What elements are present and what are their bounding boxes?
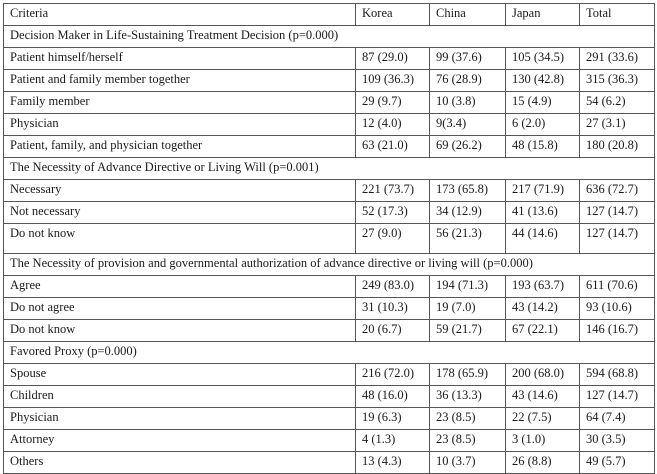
cell-japan: 44 (14.6) bbox=[506, 224, 580, 254]
cell-criteria: Agree bbox=[4, 276, 356, 298]
cell-criteria: Physician bbox=[4, 408, 356, 430]
cell-china: 34 (12.9) bbox=[430, 202, 506, 224]
cell-criteria: Necessary bbox=[4, 180, 356, 202]
cell-china: 178 (65.9) bbox=[430, 364, 506, 386]
cell-china: 10 (3.7) bbox=[430, 452, 506, 474]
cell-japan: 217 (71.9) bbox=[506, 180, 580, 202]
header-total: Total bbox=[580, 4, 655, 26]
cell-korea: 109 (36.3) bbox=[356, 70, 430, 92]
cell-korea: 31 (10.3) bbox=[356, 298, 430, 320]
table-row bbox=[4, 298, 655, 320]
cell-korea: 29 (9.7) bbox=[356, 92, 430, 114]
cell-japan: 200 (68.0) bbox=[506, 364, 580, 386]
cell-korea: 19 (6.3) bbox=[356, 408, 430, 430]
cell-china: 23 (8.5) bbox=[430, 408, 506, 430]
cell-japan: 41 (13.6) bbox=[506, 202, 580, 224]
cell-criteria: Do not know bbox=[4, 224, 356, 254]
cell-korea: 249 (83.0) bbox=[356, 276, 430, 298]
cell-criteria: Family member bbox=[4, 92, 356, 114]
section-title: The Necessity of provision and governmental authorization of advance directive or living will (p=0.000) bbox=[4, 254, 655, 276]
cell-korea: 221 (73.7) bbox=[356, 180, 430, 202]
cell-japan: 6 (2.0) bbox=[506, 114, 580, 136]
section-title: Decision Maker in Life-Sustaining Treatment Decision (p=0.000) bbox=[4, 26, 655, 48]
cell-total: 291 (33.6) bbox=[580, 48, 655, 70]
cell-criteria: Attorney bbox=[4, 430, 356, 452]
cell-criteria: Patient and family member together bbox=[4, 70, 356, 92]
table-row bbox=[4, 92, 655, 114]
cell-total: 49 (5.7) bbox=[580, 452, 655, 474]
cell-japan: 26 (8.8) bbox=[506, 452, 580, 474]
cell-korea: 48 (16.0) bbox=[356, 386, 430, 408]
cell-criteria: Not necessary bbox=[4, 202, 356, 224]
table-row bbox=[4, 386, 655, 408]
cell-china: 59 (21.7) bbox=[430, 320, 506, 342]
cell-korea: 12 (4.0) bbox=[356, 114, 430, 136]
table-row bbox=[4, 452, 655, 474]
header-row bbox=[4, 4, 655, 26]
cell-china: 10 (3.8) bbox=[430, 92, 506, 114]
cell-korea: 87 (29.0) bbox=[356, 48, 430, 70]
cell-china: 9(3.4) bbox=[430, 114, 506, 136]
table-row bbox=[4, 276, 655, 298]
cell-japan: 3 (1.0) bbox=[506, 430, 580, 452]
cell-criteria: Children bbox=[4, 386, 356, 408]
cell-china: 99 (37.6) bbox=[430, 48, 506, 70]
cell-japan: 105 (34.5) bbox=[506, 48, 580, 70]
cell-total: 180 (20.8) bbox=[580, 136, 655, 158]
cell-total: 146 (16.7) bbox=[580, 320, 655, 342]
cell-korea: 52 (17.3) bbox=[356, 202, 430, 224]
cell-china: 56 (21.3) bbox=[430, 224, 506, 254]
cell-total: 30 (3.5) bbox=[580, 430, 655, 452]
table-row bbox=[4, 320, 655, 342]
cell-korea: 13 (4.3) bbox=[356, 452, 430, 474]
table-row bbox=[4, 48, 655, 70]
table-row bbox=[4, 180, 655, 202]
table-row bbox=[4, 224, 655, 254]
cell-korea: 216 (72.0) bbox=[356, 364, 430, 386]
survey-results-table bbox=[3, 3, 655, 474]
cell-korea: 4 (1.3) bbox=[356, 430, 430, 452]
cell-japan: 15 (4.9) bbox=[506, 92, 580, 114]
cell-japan: 48 (15.8) bbox=[506, 136, 580, 158]
cell-japan: 130 (42.8) bbox=[506, 70, 580, 92]
cell-total: 315 (36.3) bbox=[580, 70, 655, 92]
header-japan: Japan bbox=[506, 4, 580, 26]
cell-japan: 193 (63.7) bbox=[506, 276, 580, 298]
cell-china: 194 (71.3) bbox=[430, 276, 506, 298]
table-row bbox=[4, 364, 655, 386]
cell-criteria: Patient, family, and physician together bbox=[4, 136, 356, 158]
table-row bbox=[4, 202, 655, 224]
section-row bbox=[4, 158, 655, 180]
cell-japan: 67 (22.1) bbox=[506, 320, 580, 342]
cell-total: 636 (72.7) bbox=[580, 180, 655, 202]
cell-japan: 43 (14.2) bbox=[506, 298, 580, 320]
header-criteria: Criteria bbox=[4, 4, 356, 26]
cell-korea: 63 (21.0) bbox=[356, 136, 430, 158]
cell-total: 127 (14.7) bbox=[580, 224, 655, 254]
table-row bbox=[4, 430, 655, 452]
cell-japan: 22 (7.5) bbox=[506, 408, 580, 430]
cell-total: 93 (10.6) bbox=[580, 298, 655, 320]
section-title: The Necessity of Advance Directive or Living Will (p=0.001) bbox=[4, 158, 655, 180]
cell-criteria: Spouse bbox=[4, 364, 356, 386]
section-row bbox=[4, 254, 655, 276]
table-row bbox=[4, 408, 655, 430]
cell-criteria: Do not agree bbox=[4, 298, 356, 320]
cell-china: 69 (26.2) bbox=[430, 136, 506, 158]
cell-china: 23 (8.5) bbox=[430, 430, 506, 452]
header-china: China bbox=[430, 4, 506, 26]
cell-china: 36 (13.3) bbox=[430, 386, 506, 408]
section-title: Favored Proxy (p=0.000) bbox=[4, 342, 655, 364]
cell-total: 127 (14.7) bbox=[580, 202, 655, 224]
cell-total: 127 (14.7) bbox=[580, 386, 655, 408]
section-row bbox=[4, 342, 655, 364]
cell-total: 54 (6.2) bbox=[580, 92, 655, 114]
cell-total: 611 (70.6) bbox=[580, 276, 655, 298]
cell-criteria: Others bbox=[4, 452, 356, 474]
cell-total: 594 (68.8) bbox=[580, 364, 655, 386]
cell-total: 64 (7.4) bbox=[580, 408, 655, 430]
cell-korea: 20 (6.7) bbox=[356, 320, 430, 342]
cell-china: 19 (7.0) bbox=[430, 298, 506, 320]
header-korea: Korea bbox=[356, 4, 430, 26]
table-row bbox=[4, 114, 655, 136]
cell-total: 27 (3.1) bbox=[580, 114, 655, 136]
cell-japan: 43 (14.6) bbox=[506, 386, 580, 408]
table-row bbox=[4, 136, 655, 158]
cell-criteria: Patient himself/herself bbox=[4, 48, 356, 70]
cell-china: 173 (65.8) bbox=[430, 180, 506, 202]
section-row bbox=[4, 26, 655, 48]
table-body bbox=[4, 4, 655, 474]
cell-korea: 27 (9.0) bbox=[356, 224, 430, 254]
cell-china: 76 (28.9) bbox=[430, 70, 506, 92]
cell-criteria: Do not know bbox=[4, 320, 356, 342]
cell-criteria: Physician bbox=[4, 114, 356, 136]
table-row bbox=[4, 70, 655, 92]
